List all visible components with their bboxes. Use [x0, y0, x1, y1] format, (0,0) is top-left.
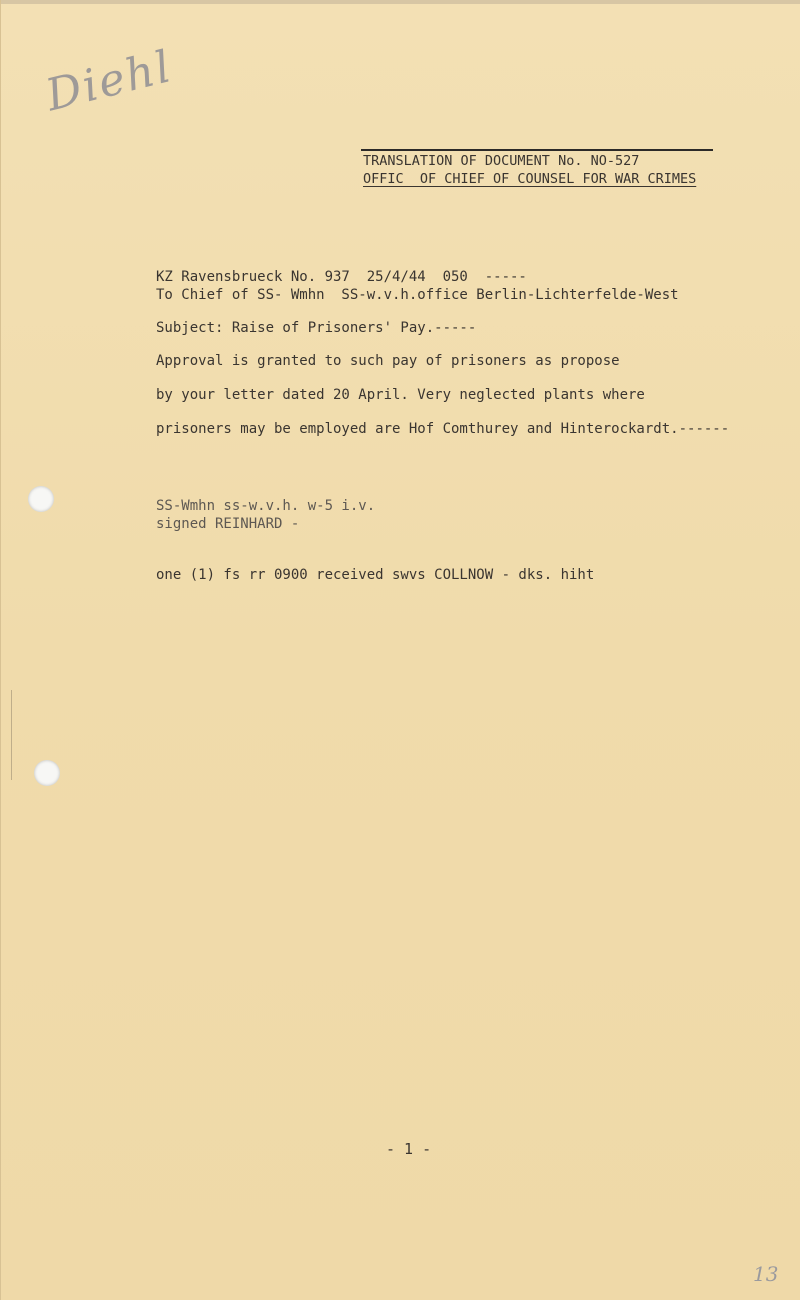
- punch-hole: [34, 760, 60, 786]
- subject-line: Subject: Raise of Prisoners' Pay.-----: [156, 320, 477, 336]
- margin-mark: [11, 690, 12, 780]
- header-rule: [361, 149, 713, 151]
- punch-hole: [28, 486, 54, 512]
- recipient-line: To Chief of SS- Wmhn SS-w.v.h.office Berlin-Lichterfelde-West: [156, 287, 679, 303]
- body-text-line: by your letter dated 20 April. Very neglected plants where: [156, 387, 645, 403]
- sender-line: SS-Wmhn ss-w.v.h. w-5 i.v.: [156, 498, 376, 514]
- office-header: OFFIC OF CHIEF OF COUNSEL FOR WAR CRIMES: [363, 171, 697, 187]
- body-text-line: prisoners may be employed are Hof Comthurey and Hinterockardt.------: [156, 421, 730, 437]
- receipt-line: one (1) fs rr 0900 received swvs COLLNOW - dks. hiht: [156, 567, 595, 583]
- message-origin-line: KZ Ravensbrueck No. 937 25/4/44 050 -----: [156, 269, 527, 285]
- page-top-edge: [1, 0, 800, 4]
- body-text-line: Approval is granted to such pay of prisoners as propose: [156, 353, 620, 369]
- translation-header: TRANSLATION OF DOCUMENT No. NO-527: [363, 153, 640, 169]
- signature-line: signed REINHARD -: [156, 516, 300, 532]
- handwritten-signature: Diehl: [41, 41, 178, 122]
- corner-page-number: 13: [753, 1262, 779, 1286]
- page-number: - 1 -: [386, 1140, 432, 1158]
